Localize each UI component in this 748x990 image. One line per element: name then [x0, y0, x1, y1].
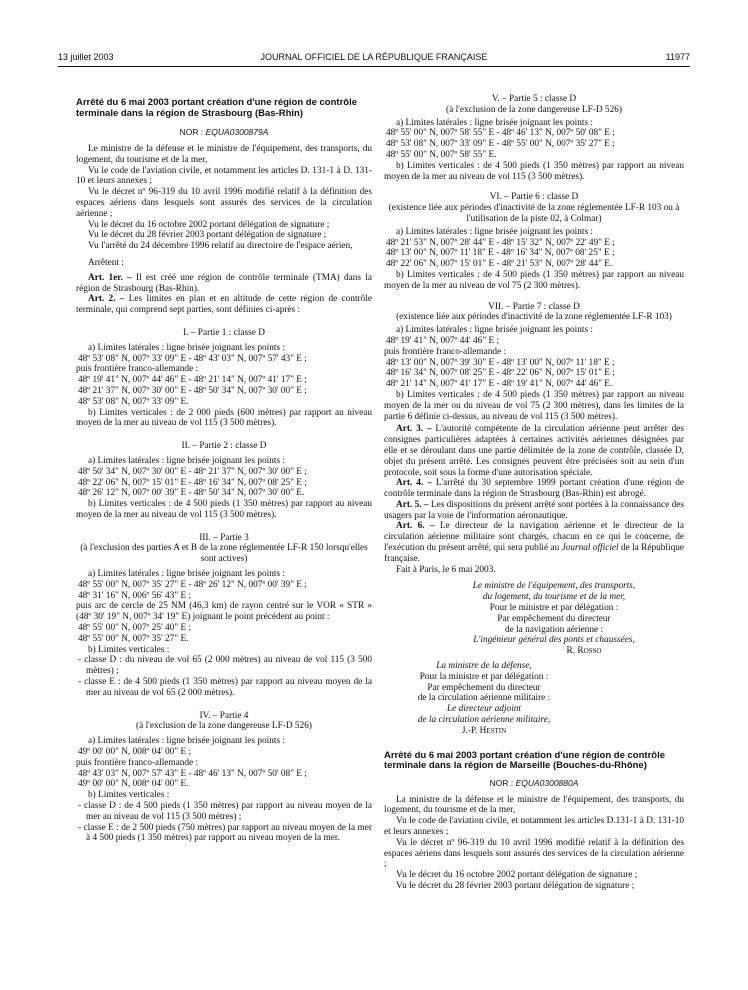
coordinates: 48º 22' 06" N, 007º 15' 01" E - 48º 16' 34" N, 007º 08' 25" E ;	[78, 477, 307, 488]
journal-title: JOURNAL OFFICIEL DE LA RÉPUBLIQUE FRANÇAISE	[260, 52, 488, 62]
part-subtitle: (à l'exclusion de la zone dangereuse LF-D 526)	[446, 104, 622, 115]
coordinates: 48º 55' 00" N, 007º 25' 40" E ;	[78, 623, 192, 634]
coordinates: 48º 22' 06" N, 007º 15' 01" E - 48º 21' 53" N, 007º 28' 44" E.	[386, 259, 613, 270]
signature-line: du logement, du tourisme et de la mer,	[482, 592, 626, 603]
coordinates: 48º 13' 00" N, 007º 11' 18" E - 48º 16' 34" N, 007º 08' 25" E ;	[386, 248, 615, 259]
part-subtitle: (à l'exclusion des parties A et B de la zone réglementée LF-R 150 lorsqu'elles sont actives)	[80, 543, 368, 565]
class-line: - classe E : de 4 500 pieds (1 350 mètres) par rapport au niveau moyen de la mer au niveau de vol 65 (2 000 mètres).	[78, 677, 372, 698]
issue-date: 13 juillet 2003	[58, 52, 114, 62]
vertical-limits: b) Limites verticales : de 4 500 pieds (1 350 mètres) par rapport au niveau moyen de la mer au niveau de vol 75 (2 300 mètres).	[384, 269, 684, 291]
article-text: Les limites en plan et en altitude de cette région de contrôle terminale, qui comprend sept parties, sont définies ci-après :	[76, 294, 373, 316]
intro-para: Vu le décret du 16 octobre 2002 portant délégation de signature ;	[88, 219, 330, 230]
nor-line	[384, 778, 684, 789]
article-text: L'autorité compétente de la circulation aérienne peut arrêter des consignes particulières adaptées à certaines activités aériennes désignées par elle et se déroulant dans une partie délimitée de la zone de contrôle, classée D, objet du présent arrêté. Les consignes peuvent être précisées soit au sein d'un protocole, soit sous la forme d'une autorisation spéciale.	[384, 424, 685, 478]
article-text: Les dispositions du présent arrêté sont portées à la connaissance des usagers par la voie de l'information aéronautique.	[384, 499, 685, 521]
article-label: Art. 2. –	[88, 294, 125, 305]
coordinates: 48º 13' 00" N, 007º 39' 30" E - 48º 13' 00" N, 007º 11' 18" E ;	[386, 357, 615, 368]
signature-line: L'ingénieur général des ponts et chaussées,	[473, 635, 635, 646]
lateral-limits: a) Limites latérales : ligne brisée joignant les points :	[396, 226, 593, 237]
nor-label: NOR :	[179, 127, 204, 138]
coordinates: 48º 16' 34" N, 007º 08' 25" E - 48º 22' 06" N, 007º 15' 01" E ;	[386, 368, 615, 379]
signature-line: Par empêchement du directeur	[427, 682, 541, 693]
coordinates: 48º 21' 14" N, 007º 41' 17" E - 48º 19' 41" N, 007º 44' 46" E.	[386, 379, 613, 390]
intro-para: Vu le décret nº 96-319 du 10 avril 1996 modifié relatif à la définition des espaces aériens dans lesquels sont assurés des services de la circulation aérienne ;	[76, 187, 372, 219]
left-column	[76, 98, 372, 844]
part-subtitle: (à l'exclusion de la zone dangereuse LF-D 526)	[136, 721, 312, 732]
coordinates: 48º 21' 37" N, 007º 30' 00" E - 48º 50' 34" N, 007º 30' 00" E ;	[78, 385, 307, 396]
page-number: 11977	[665, 52, 690, 62]
vertical-limits: b) Limites verticales : de 4 500 pieds (1 350 mètres) par rapport au niveau moyen de la mer au niveau de vol 115 (3 500 mètres).	[384, 160, 684, 182]
vertical-limits: b) Limites verticales :	[88, 644, 170, 655]
article-1	[76, 273, 372, 295]
article-label: Art. 6. –	[396, 521, 435, 532]
part-subtitle: (existence liée aux périodes d'inactivité de la zone réglementée LF-R 103 ou à l'utilisation de la piste 02, à Colmar)	[388, 203, 680, 224]
vertical-limits: b) Limites verticales : de 2 000 pieds (600 mètres) par rapport au niveau moyen de la mer au niveau de vol 115 (3 500 mètres).	[76, 407, 372, 429]
part-heading: III. – Partie 3	[199, 532, 249, 543]
header-rule	[58, 66, 690, 67]
article-label: Art. 4. –	[396, 478, 432, 489]
decree-title: Arrêté du 6 mai 2003 portant création d'une région de contrôle terminale dans la région de Strasbourg (Bas-Rhin)	[76, 97, 357, 119]
coordinates: 48º 43' 03" N, 007º 57' 43" E - 48º 46' 13" N, 007º 50' 08" E ;	[78, 768, 307, 779]
coordinates: 48º 19' 41" N, 007º 44' 46" E ;	[386, 335, 500, 346]
article-5	[384, 500, 684, 522]
arc-description: puis arc de cercle de 25 NM (46,3 km) de rayon centré sur le VOR « STR » (48º 30' 19" N, 007º 34' 19" E) joignant le point précédent au point :	[76, 601, 372, 623]
intro-para: La ministre de la défense et le ministre de l'équipement, des transports, du logement, du tourisme et de la mer,	[384, 794, 684, 816]
article-text: Il est créé une région de contrôle terminale (TMA) dans la région de Strasbourg (Bas-Rhin).	[76, 272, 373, 294]
class-line: - classe D : du niveau de vol 65 (2 000 mètres) au niveau de vol 115 (3 500 mètres) ;	[78, 655, 372, 677]
part-heading: II. – Partie 2 : classe D	[181, 441, 267, 452]
nor-line	[76, 127, 372, 138]
article-6	[384, 521, 684, 564]
coordinates: 49º 00' 00" N, 008º 04' 00" E ;	[78, 747, 192, 758]
lateral-limits: a) Limites latérales : ligne brisée joignant les points :	[88, 455, 285, 466]
coordinates: 48º 53' 08" N, 007º 33' 09" E.	[78, 396, 189, 407]
frontier-line: puis frontière franco-allemande :	[384, 346, 507, 357]
frontier-line: puis frontière franco-allemande :	[76, 364, 199, 375]
lateral-limits: a) Limites latérales : ligne brisée joignant les points :	[396, 325, 593, 336]
part-heading: VI. – Partie 6 : classe D	[489, 192, 579, 203]
intro-para: Vu l'arrêté du 24 décembre 1996 relatif au directoire de l'espace aérien,	[88, 241, 353, 252]
part-heading: I. – Partie 1 : classe D	[183, 327, 265, 338]
lateral-limits: a) Limites latérales : ligne brisée joignant les points :	[88, 736, 285, 747]
signature-line: de la circulation aérienne militaire,	[417, 715, 551, 726]
intro-para: Vu le décret nº 96-319 du 10 avril 1996 modifié relatif à la définition des espaces aériens dans lesquels sont assurés des services de la circulation aérienne ;	[384, 837, 684, 870]
coordinates: 48º 55' 00" N, 007º 58' 55" E.	[386, 149, 497, 160]
article-3	[384, 424, 684, 478]
lateral-limits: a) Limites latérales : ligne brisée joignant les points :	[88, 342, 285, 353]
coordinates: 48º 26' 12" N, 007º 00' 39" E - 48º 50' 34" N, 007º 30' 00" E.	[78, 488, 305, 499]
class-line: - classe D : de 4 500 pieds (1 350 mètres) par rapport au niveau moyen de la mer au niveau de vol 115 (3 500 mètres) ;	[78, 801, 372, 822]
intro-para: Vu le code de l'aviation civile, et notamment les articles D.131-1 à D. 131-10 et leurs annexes ;	[384, 816, 684, 837]
coordinates: 48º 53' 08" N, 007º 33' 09" E - 48º 55' 00" N, 007º 35' 27" E ;	[386, 139, 615, 150]
signature-line: La ministre de la défense,	[436, 661, 532, 672]
article-2	[76, 294, 372, 316]
coordinates: 48º 21' 53" N, 007º 28' 44" E - 48º 15' 32" N, 007º 22' 49" E ;	[386, 237, 615, 248]
intro-para: Le ministre de la défense et le ministre de l'équipement, des transports, du logement, du tourisme et de la mer,	[76, 143, 372, 165]
signatory-name: J.-P. Hestin	[461, 725, 507, 736]
intro-para: Vu le décret du 16 octobre 2002 portant délégation de signature ;	[396, 870, 638, 881]
done-at: Fait à Paris, le 6 mai 2003.	[396, 564, 496, 575]
class-line: - classe E : de 2 500 pieds (750 mètres) par rapport au niveau moyen de la mer à 4 500 pieds (1 350 mètres) par rapport au niveau moyen de la mer.	[78, 822, 372, 844]
signature-line: Pour la ministre et par délégation :	[419, 671, 549, 682]
right-column	[384, 80, 684, 892]
intro-para: Vu le code de l'aviation civile, et notamment les articles D. 131-1 à D. 131-10 et leurs annexes ;	[76, 165, 372, 187]
journal-name: Journal officiel	[561, 543, 619, 554]
part-subtitle: (existence liée aux périodes d'inactivité de la zone réglementée LF-R 103)	[396, 312, 672, 323]
article-label: Art. 1er. –	[88, 272, 132, 283]
coordinates: 48º 53' 08" N, 007º 33' 09" E - 48º 43' 03" N, 007º 57' 43" E ;	[78, 353, 307, 364]
coordinates: 48º 50' 34" N, 007º 30' 00" E - 48º 21' 37" N, 007º 30' 00" E ;	[78, 466, 307, 477]
signatory-name: R. Rosso	[566, 646, 602, 657]
nor-code: EQUA0300880A	[515, 777, 579, 788]
coordinates: 49º 00' 00" N, 008º 04' 00" E.	[78, 779, 189, 790]
signature-line: de la navigation aérienne :	[504, 624, 604, 635]
lateral-limits: a) Limites latérales : ligne brisée joignant les points :	[396, 117, 593, 128]
vertical-limits: b) Limites verticales :	[88, 790, 170, 801]
coordinates: 48º 55' 00" N, 007º 35' 27" E - 48º 26' 12" N, 007º 00' 39" E ;	[78, 579, 307, 590]
article-text: L'arrêté du 30 septembre 1999 portant création d'une région de contrôle terminale dans la région de Strasbourg (Bas-Rhin) est abrogé.	[384, 478, 684, 500]
nor-code: EQUA0300879A	[205, 127, 269, 138]
part-heading: V. – Partie 5 : classe D	[491, 94, 577, 104]
signature-line: Par empêchement du directeur	[497, 613, 611, 624]
arretent: Arrêtent :	[88, 257, 124, 268]
nor-label: NOR :	[489, 777, 514, 788]
signature-line: Le ministre de l'équipement, des transports,	[472, 581, 636, 592]
signature-line: de la circulation aérienne militaire :	[417, 693, 551, 704]
article-text: de la République française.	[384, 543, 684, 564]
lateral-limits: a) Limites latérales : ligne brisée joignant les points :	[88, 569, 285, 580]
intro-para: Vu le décret du 28 février 2003 portant délégation de signature ;	[396, 880, 635, 891]
coordinates: 48º 19' 41" N, 007º 44' 46" E - 48º 21' 14" N, 007º 41' 17" E ;	[78, 375, 307, 386]
coordinates: 48º 55' 00" N, 007º 35' 27" E.	[78, 633, 189, 644]
signature-block-equipment	[384, 581, 684, 657]
vertical-limits: b) Limites verticales : de 4 500 pieds (1 350 mètres) par rapport au niveau moyen de la mer au niveau de vol 115 (3 500 mètres).	[76, 499, 372, 520]
coordinates: 48º 31' 16" N, 006º 56' 43" E ;	[78, 590, 192, 601]
signature-line: Le directeur adjoint	[446, 704, 522, 715]
vertical-limits: b) Limites verticales : de 4 500 pieds (1 350 mètres) par rapport au niveau moyen de la mer ou du niveau de vol 75 (2 300 mètres), dans les limites de la partie 6 définie ci-dessus, au niveau de vol 115 (3 500 mètres).	[384, 389, 684, 422]
part-heading: IV. – Partie 4	[199, 710, 249, 721]
article-text: Le directeur de la navigation aérienne et le directeur de la circulation aérienne militaire sont chargés, chacun en ce qui le concerne, de l'exécution du présent arrêté, qui sera publié au	[384, 521, 684, 554]
coordinates: 48º 55' 00" N, 007º 58' 55" E - 48º 46' 13" N, 007º 50' 08" E ;	[386, 128, 615, 139]
signature-line: Pour le ministre et par délégation :	[489, 603, 619, 614]
article-label: Art. 3. –	[396, 424, 432, 435]
frontier-line: puis frontière franco-allemande :	[76, 757, 199, 768]
article-label: Art. 5. –	[396, 499, 429, 510]
article-4	[384, 478, 684, 500]
decree-title: Arrêté du 6 mai 2003 portant création d'une région de contrôle terminale dans la région de Marseille (Bouches-du-Rhône)	[384, 749, 665, 772]
signature-block-defense	[384, 661, 584, 737]
part-heading: VII. – Partie 7 : classe D	[488, 301, 580, 312]
intro-para: Vu le décret du 28 février 2003 portant délégation de signature ;	[88, 230, 327, 241]
